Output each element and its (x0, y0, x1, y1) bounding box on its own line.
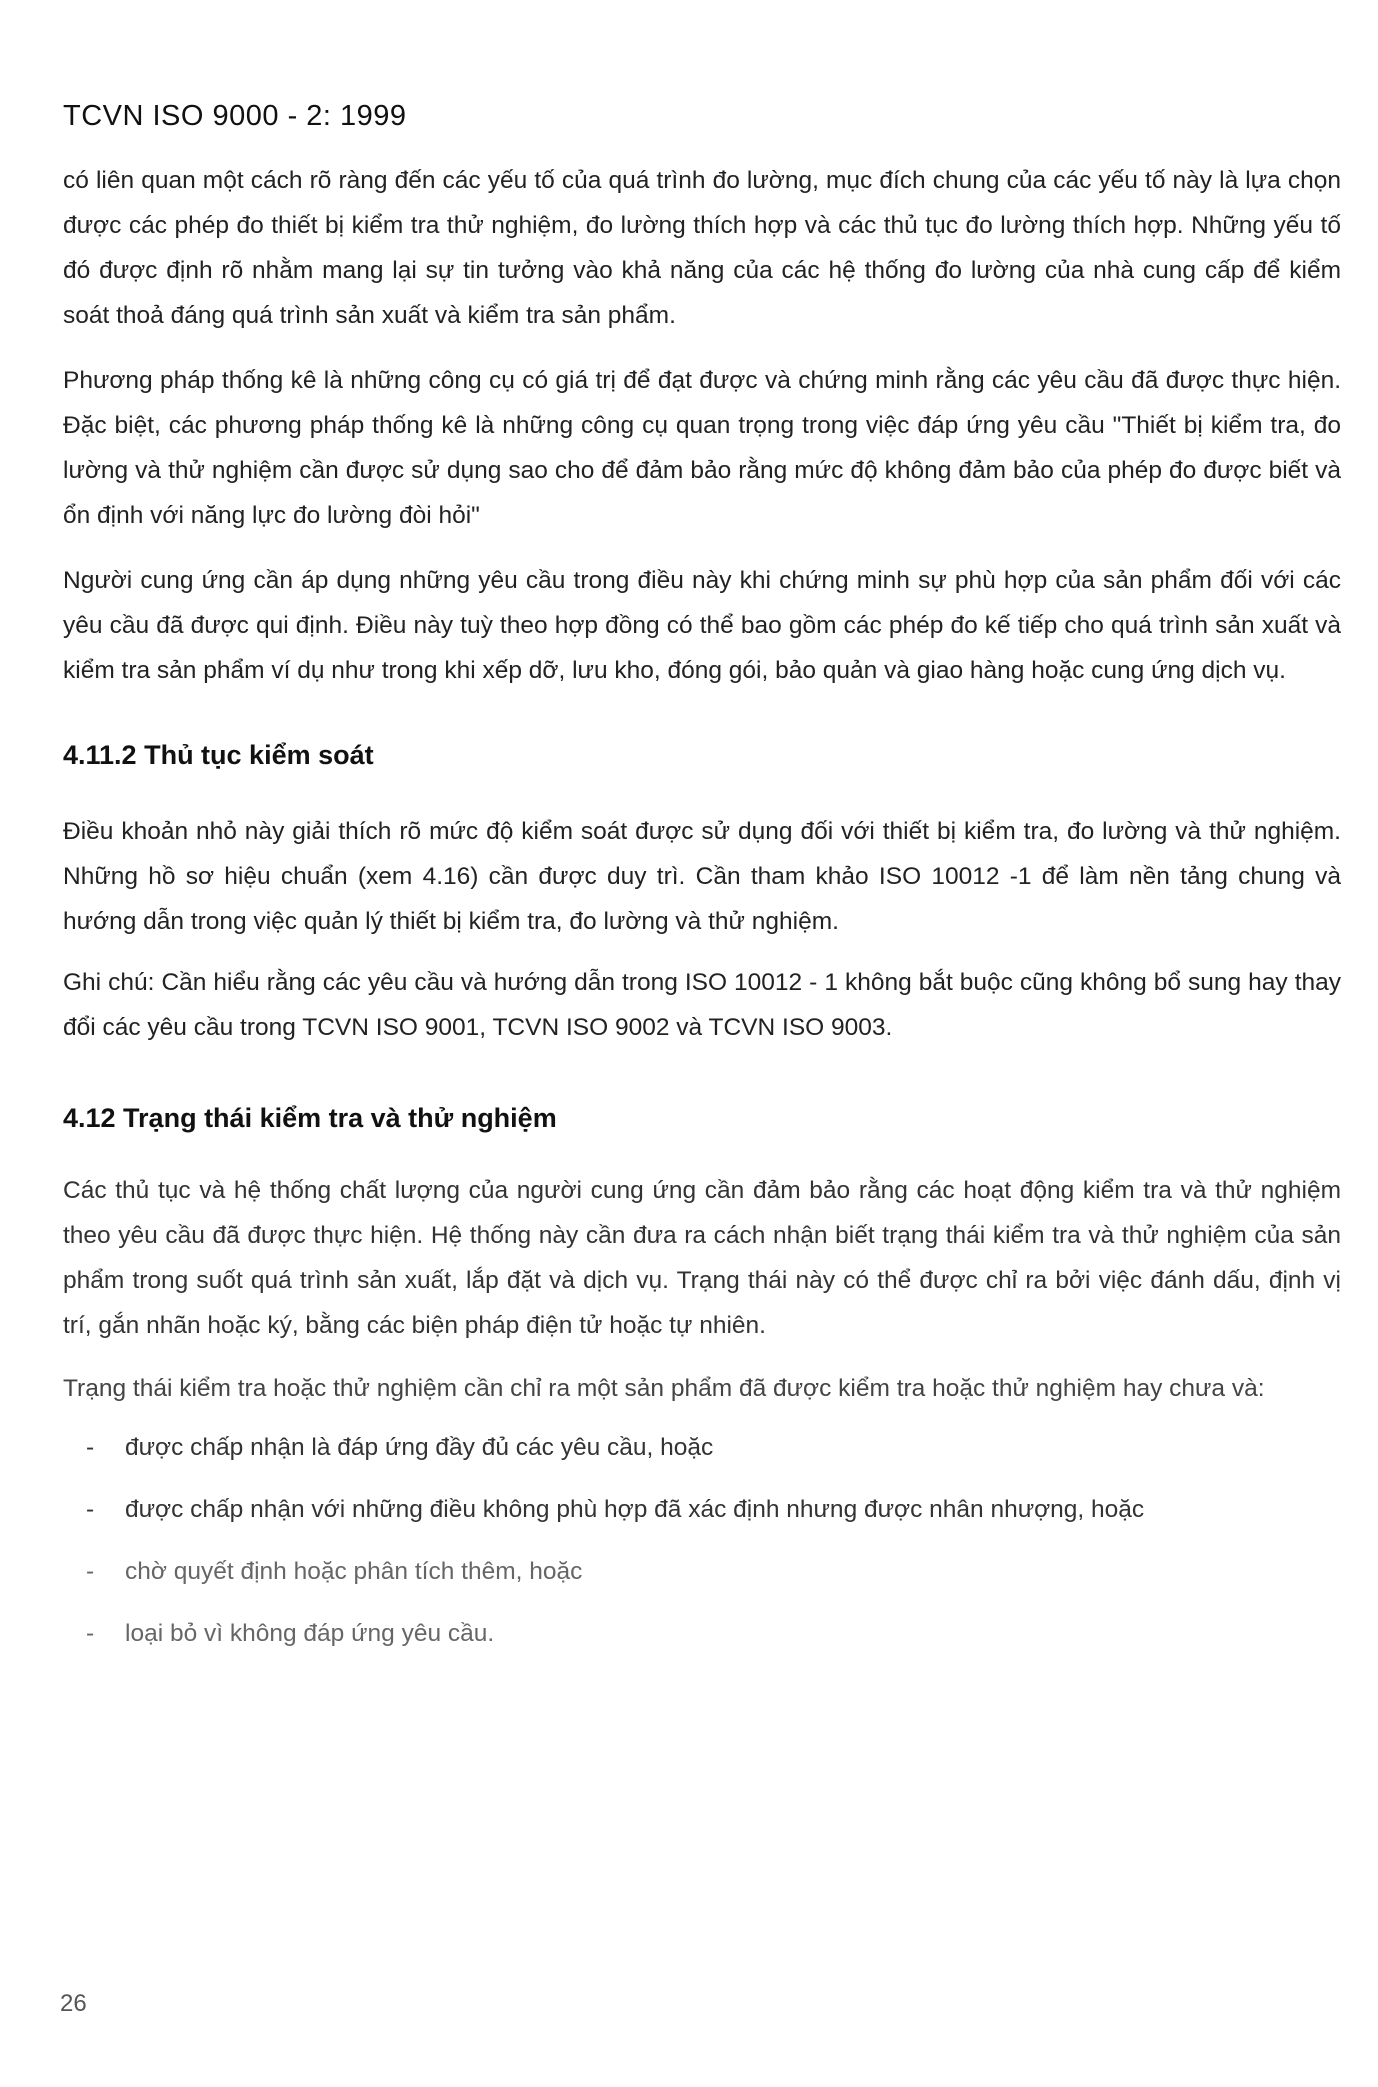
status-list (63, 1417, 1341, 1665)
paragraph-note: Ghi chú: Cần hiểu rằng các yêu cầu và hướng dẫn trong ISO 10012 - 1 không bắt buộc cũng không bổ sung hay thay đổi các yêu cầu trong TCVN ISO 9001, TCVN ISO 9002 và TCVN ISO 9003. (63, 969, 1341, 1041)
list-item (63, 1479, 1341, 1541)
list-item-text: loại bỏ vì không đáp ứng yêu cầu. (125, 1620, 495, 1647)
list-item (63, 1417, 1341, 1479)
bullet-marker: - (86, 1558, 95, 1585)
list-item-text: chờ quyết định hoặc phân tích thêm, hoặc (125, 1558, 583, 1585)
list-item (63, 1603, 1341, 1665)
list-item-text: được chấp nhận với những điều không phù hợp đã xác định nhưng được nhân nhượng, hoặc (125, 1496, 1145, 1523)
section-heading-control-procedure: 4.11.2 Thủ tục kiểm soát (63, 740, 374, 770)
bullet-marker: - (86, 1620, 95, 1647)
paragraph-supplier-requirements: Người cung ứng cần áp dụng những yêu cầu trong điều này khi chứng minh sự phù hợp của sản phẩm đối với các yêu cầu đã được qui định. Điều này tuỳ theo hợp đồng có thể bao gồm các phép đo kế tiếp cho quá trình sản xuất và kiểm tra sản phẩm ví dụ như trong khi xếp dỡ, lưu kho, đóng gói, bảo quản và giao hàng hoặc cung ứng dịch vụ. (63, 567, 1341, 684)
bullet-marker: - (86, 1496, 95, 1523)
paragraph-control-level: Điều khoản nhỏ này giải thích rõ mức độ kiểm soát được sử dụng đối với thiết bị kiểm tra, đo lường và thử nghiệm. Những hồ sơ hiệu chuẩn (xem 4.16) cần được duy trì. Cần tham khảo ISO 10012 -1 để làm nền tảng chung và hướng dẫn trong việc quản lý thiết bị kiểm tra, đo lường và thử nghiệm. (63, 818, 1341, 935)
section-heading-inspection-status: 4.12 Trạng thái kiểm tra và thử nghiệm (63, 1103, 557, 1133)
paragraph-status-indication: Trạng thái kiểm tra hoặc thử nghiệm cần chỉ ra một sản phẩm đã được kiểm tra hoặc thử nghiệm hay chưa và: (63, 1375, 1265, 1402)
paragraph-measurement-elements: có liên quan một cách rõ ràng đến các yếu tố của quá trình đo lường, mục đích chung của các yếu tố này là lựa chọn được các phép đo thiết bị kiểm tra thử nghiệm, đo lường thích hợp và các thủ tục đo lường thích hợp. Những yếu tố đó được định rõ nhằm mang lại sự tin tưởng vào khả năng của các hệ thống đo lường của nhà cung cấp để kiểm soát thoả đáng quá trình sản xuất và kiểm tra sản phẩm. (63, 167, 1341, 329)
list-item-text: được chấp nhận là đáp ứng đầy đủ các yêu cầu, hoặc (125, 1434, 714, 1461)
document-body (63, 158, 1341, 1665)
bullet-marker: - (86, 1434, 95, 1461)
paragraph-inspection-procedures: Các thủ tục và hệ thống chất lượng của người cung ứng cần đảm bảo rằng các hoạt động kiểm tra và thử nghiệm theo yêu cầu đã được thực hiện. Hệ thống này cần đưa ra cách nhận biết trạng thái kiểm tra và thử nghiệm của sản phẩm trong suốt quá trình sản xuất, lắp đặt và dịch vụ. Trạng thái này có thể được chỉ ra bởi việc đánh dấu, định vị trí, gắn nhãn hoặc ký, bằng các biện pháp điện tử hoặc tự nhiên. (63, 1177, 1341, 1339)
standard-header: TCVN ISO 9000 - 2: 1999 (63, 100, 407, 132)
page-number: 26 (60, 1990, 87, 2017)
paragraph-statistical-methods: Phương pháp thống kê là những công cụ có giá trị để đạt được và chứng minh rằng các yêu cầu đã được thực hiện. Đặc biệt, các phương pháp thống kê là những công cụ quan trọng trong việc đáp ứng yêu cầu "Thiết bị kiểm tra, đo lường và thử nghiệm cần được sử dụng sao cho để đảm bảo rằng mức độ không đảm bảo của phép đo được biết và ổn định với năng lực đo lường đòi hỏi" (63, 367, 1341, 529)
list-item (63, 1541, 1341, 1603)
